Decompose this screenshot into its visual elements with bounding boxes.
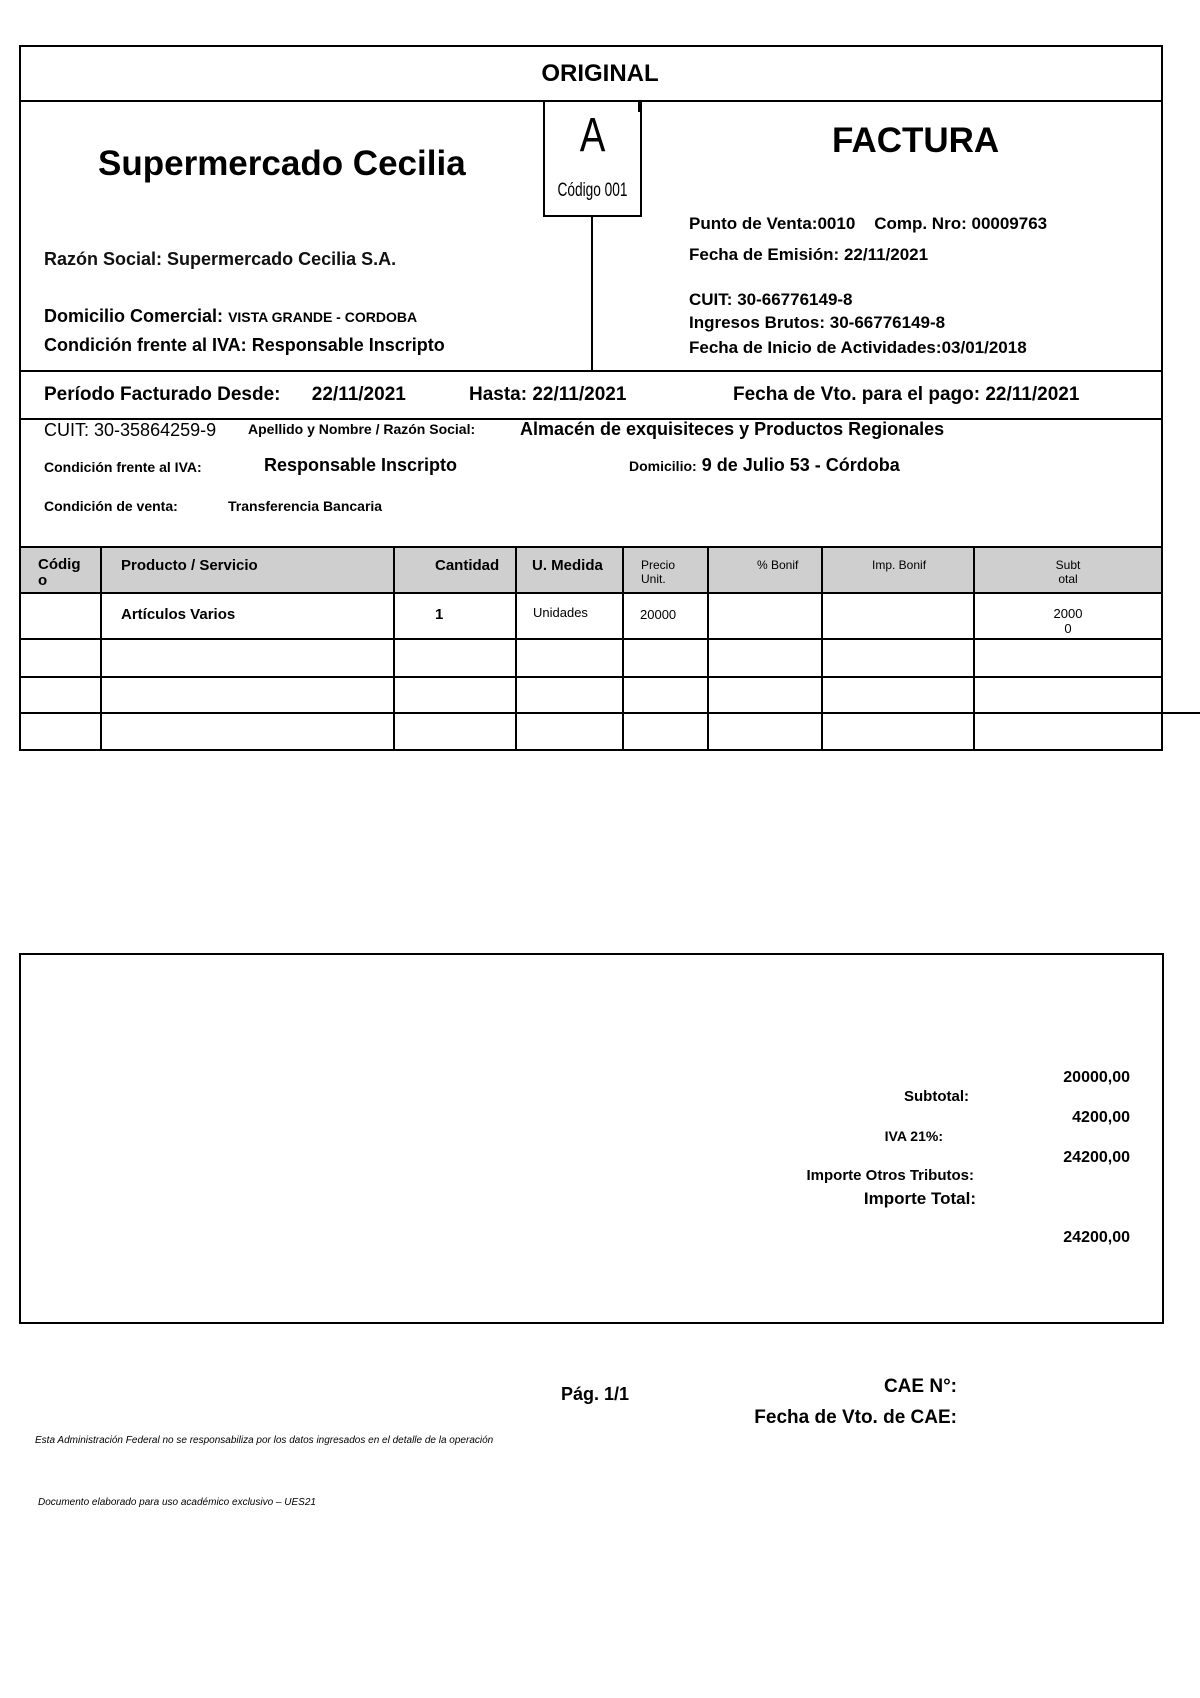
divider — [973, 546, 975, 751]
client-domicilio: Domicilio: 9 de Julio 53 - Córdoba — [629, 455, 900, 475]
issuer-cuit: CUIT: 30-66776149-8 — [689, 290, 853, 309]
issuer-razon-social: Razón Social: Supermercado Cecilia S.A. — [44, 249, 397, 269]
page-number: Pág. 1/1 — [561, 1384, 630, 1404]
col-header-bonif-imp: Imp. Bonif — [872, 558, 927, 572]
company-name: Supermercado Cecilia — [98, 144, 466, 183]
divider — [19, 676, 1163, 678]
issuer-domicilio: Domicilio Comercial: VISTA GRANDE - CORDOBA — [44, 306, 418, 326]
client-iva-value: Responsable Inscripto — [264, 455, 458, 475]
cae-vto-label: Fecha de Vto. de CAE: — [754, 1407, 957, 1428]
divider — [515, 546, 517, 751]
invoice-letter: A — [579, 109, 606, 162]
iva-label: IVA 21%: — [884, 1128, 943, 1144]
total-value: 24200,00 — [1063, 1229, 1130, 1246]
divider — [707, 546, 709, 751]
row-precio: 20000 — [640, 607, 677, 622]
code-label: Código 001 — [557, 180, 628, 201]
row-producto: Artículos Varios — [121, 606, 236, 623]
col-header-precio: Precio Unit. — [641, 558, 676, 586]
divider — [821, 546, 823, 751]
period-desde: Período Facturado Desde: 22/11/2021 — [44, 384, 406, 405]
cae-label: CAE N°: — [883, 1376, 957, 1397]
divider — [19, 638, 1163, 640]
issuer-iva: Condición frente al IVA: Responsable Inscripto — [44, 335, 445, 355]
client-nombre-label: Apellido y Nombre / Razón Social: — [248, 421, 476, 437]
client-venta-label: Condición de venta: — [44, 498, 178, 514]
divider — [638, 100, 640, 112]
copy-label: ORIGINAL — [541, 60, 659, 87]
document-type: FACTURA — [832, 121, 1000, 160]
client-venta-value: Transferencia Bancaria — [228, 498, 383, 514]
divider — [393, 546, 395, 751]
total-label: Importe Total: — [863, 1189, 976, 1208]
client-iva-label: Condición frente al IVA: — [44, 459, 202, 475]
iva-value: 4200,00 — [1072, 1109, 1130, 1126]
divider — [19, 749, 1163, 751]
row-cantidad: 1 — [435, 606, 444, 623]
divider — [19, 712, 1200, 714]
disclaimer: Esta Administración Federal no se responsabiliza por los datos ingresados en el detalle de la operación — [35, 1435, 494, 1446]
subtotal-label: Subtotal: — [904, 1088, 969, 1105]
divider — [100, 546, 102, 751]
client-nombre-value: Almacén de exquisiteces y Productos Regionales — [520, 419, 945, 439]
otros-label: Importe Otros Tributos: — [806, 1167, 974, 1184]
client-cuit: CUIT: 30-35864259-9 — [44, 420, 217, 440]
col-header-subtotal: Subt otal — [1055, 558, 1081, 586]
col-header-bonif-pct: % Bonif — [757, 558, 799, 572]
otros-value: 24200,00 — [1063, 1149, 1130, 1166]
col-header-cantidad: Cantidad — [435, 557, 500, 574]
divider — [591, 216, 593, 372]
subtotal-value: 20000,00 — [1063, 1069, 1130, 1086]
divider — [19, 546, 21, 751]
row-medida: Unidades — [533, 605, 588, 620]
col-header-codigo: Códig o — [38, 556, 81, 589]
ingresos-brutos: Ingresos Brutos: 30-66776149-8 — [689, 313, 946, 332]
academic-note: Documento elaborado para uso académico exclusivo – UES21 — [38, 1497, 316, 1508]
col-header-producto: Producto / Servicio — [121, 557, 258, 574]
divider — [1161, 546, 1163, 751]
divider — [622, 546, 624, 751]
period-vto: Fecha de Vto. para el pago: 22/11/2021 — [733, 384, 1080, 405]
totals-box — [19, 953, 1164, 1324]
period-hasta: Hasta: 22/11/2021 — [469, 384, 627, 405]
inicio-actividades: Fecha de Inicio de Actividades:03/01/2018 — [689, 338, 1027, 357]
row-subtotal: 2000 0 — [1053, 606, 1083, 636]
punto-de-venta: Punto de Venta:0010 Comp. Nro: 00009763 — [689, 214, 1048, 233]
fecha-emision: Fecha de Emisión: 22/11/2021 — [689, 245, 929, 264]
col-header-medida: U. Medida — [532, 557, 603, 574]
